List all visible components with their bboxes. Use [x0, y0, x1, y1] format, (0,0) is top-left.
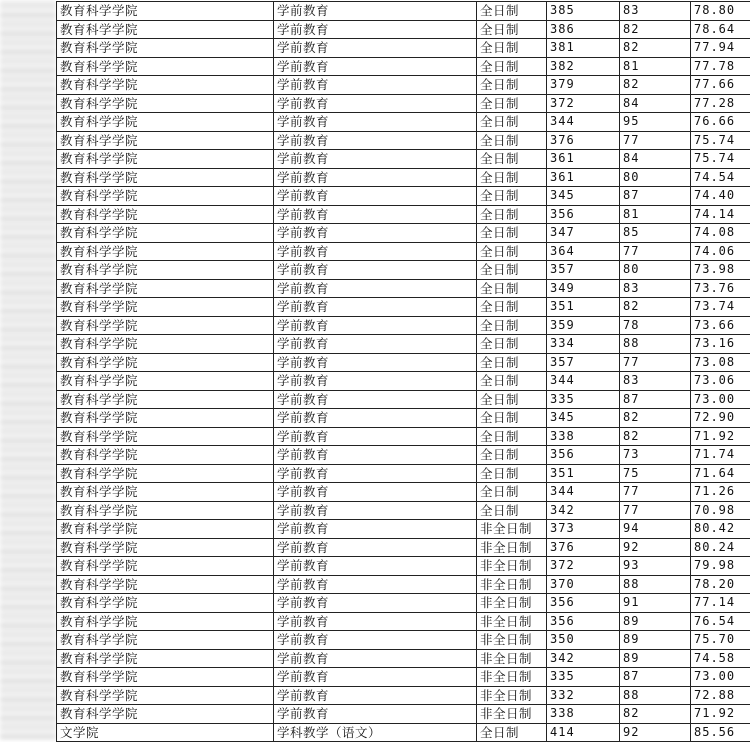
- college-cell: 教育科学学院: [57, 20, 274, 39]
- total-score-cell: 74.06: [691, 242, 750, 261]
- total-score-cell: 73.66: [691, 316, 750, 335]
- college-cell: 教育科学学院: [57, 187, 274, 206]
- interview-score-cell: 91: [620, 594, 691, 613]
- college-cell: 教育科学学院: [57, 612, 274, 631]
- study-mode-cell: 全日制: [477, 353, 547, 372]
- table-row: [57, 409, 750, 428]
- interview-score-cell: 89: [620, 612, 691, 631]
- major-cell: 学前教育: [274, 2, 477, 21]
- total-score-cell: 74.58: [691, 649, 750, 668]
- study-mode-cell: 全日制: [477, 113, 547, 132]
- total-score-cell: 80.42: [691, 520, 750, 539]
- table-row: [57, 501, 750, 520]
- written-score-cell: 342: [547, 649, 620, 668]
- table-row: [57, 390, 750, 409]
- interview-score-cell: 77: [620, 242, 691, 261]
- study-mode-cell: 全日制: [477, 131, 547, 150]
- written-score-cell: 361: [547, 150, 620, 169]
- written-score-cell: 350: [547, 631, 620, 650]
- interview-score-cell: 88: [620, 575, 691, 594]
- study-mode-cell: 非全日制: [477, 575, 547, 594]
- college-cell: 教育科学学院: [57, 335, 274, 354]
- major-cell: 学前教育: [274, 594, 477, 613]
- interview-score-cell: 89: [620, 649, 691, 668]
- written-score-cell: 342: [547, 501, 620, 520]
- total-score-cell: 71.74: [691, 446, 750, 465]
- study-mode-cell: 全日制: [477, 150, 547, 169]
- written-score-cell: 356: [547, 612, 620, 631]
- written-score-cell: 359: [547, 316, 620, 335]
- college-cell: 教育科学学院: [57, 631, 274, 650]
- total-score-cell: 75.74: [691, 131, 750, 150]
- study-mode-cell: 全日制: [477, 316, 547, 335]
- interview-score-cell: 81: [620, 205, 691, 224]
- college-cell: 教育科学学院: [57, 131, 274, 150]
- interview-score-cell: 83: [620, 372, 691, 391]
- table-row: [57, 483, 750, 502]
- college-cell: 教育科学学院: [57, 298, 274, 317]
- interview-score-cell: 93: [620, 557, 691, 576]
- major-cell: 学前教育: [274, 242, 477, 261]
- study-mode-cell: 全日制: [477, 57, 547, 76]
- written-score-cell: 338: [547, 705, 620, 724]
- study-mode-cell: 全日制: [477, 335, 547, 354]
- total-score-cell: 71.64: [691, 464, 750, 483]
- total-score-cell: 77.94: [691, 39, 750, 58]
- interview-score-cell: 77: [620, 353, 691, 372]
- study-mode-cell: 全日制: [477, 76, 547, 95]
- college-cell: 教育科学学院: [57, 427, 274, 446]
- study-mode-cell: 全日制: [477, 261, 547, 280]
- major-cell: 学前教育: [274, 20, 477, 39]
- written-score-cell: 332: [547, 686, 620, 705]
- college-cell: 教育科学学院: [57, 446, 274, 465]
- total-score-cell: 77.78: [691, 57, 750, 76]
- written-score-cell: 338: [547, 427, 620, 446]
- major-cell: 学前教育: [274, 612, 477, 631]
- total-score-cell: 73.76: [691, 279, 750, 298]
- written-score-cell: 385: [547, 2, 620, 21]
- table-row: [57, 427, 750, 446]
- interview-score-cell: 84: [620, 150, 691, 169]
- total-score-cell: 71.26: [691, 483, 750, 502]
- written-score-cell: 345: [547, 409, 620, 428]
- major-cell: 学前教育: [274, 113, 477, 132]
- total-score-cell: 72.88: [691, 686, 750, 705]
- major-cell: 学前教育: [274, 76, 477, 95]
- total-score-cell: 72.90: [691, 409, 750, 428]
- table-row: [57, 520, 750, 539]
- interview-score-cell: 82: [620, 298, 691, 317]
- college-cell: 教育科学学院: [57, 150, 274, 169]
- college-cell: 教育科学学院: [57, 501, 274, 520]
- total-score-cell: 74.54: [691, 168, 750, 187]
- total-score-cell: 73.74: [691, 298, 750, 317]
- study-mode-cell: 全日制: [477, 427, 547, 446]
- major-cell: 学前教育: [274, 224, 477, 243]
- table-row: [57, 557, 750, 576]
- major-cell: 学前教育: [274, 483, 477, 502]
- interview-score-cell: 87: [620, 187, 691, 206]
- college-cell: 教育科学学院: [57, 372, 274, 391]
- major-cell: 学前教育: [274, 279, 477, 298]
- study-mode-cell: 全日制: [477, 483, 547, 502]
- table-row: [57, 631, 750, 650]
- major-cell: 学前教育: [274, 39, 477, 58]
- written-score-cell: 344: [547, 113, 620, 132]
- study-mode-cell: 非全日制: [477, 538, 547, 557]
- college-cell: 教育科学学院: [57, 2, 274, 21]
- interview-score-cell: 87: [620, 390, 691, 409]
- study-mode-cell: 全日制: [477, 20, 547, 39]
- written-score-cell: 356: [547, 594, 620, 613]
- college-cell: 教育科学学院: [57, 594, 274, 613]
- written-score-cell: 335: [547, 390, 620, 409]
- total-score-cell: 71.92: [691, 705, 750, 724]
- major-cell: 学前教育: [274, 501, 477, 520]
- study-mode-cell: 非全日制: [477, 668, 547, 687]
- interview-score-cell: 82: [620, 409, 691, 428]
- table-row: [57, 612, 750, 631]
- total-score-cell: 73.16: [691, 335, 750, 354]
- written-score-cell: 335: [547, 668, 620, 687]
- total-score-cell: 73.06: [691, 372, 750, 391]
- college-cell: 教育科学学院: [57, 557, 274, 576]
- written-score-cell: 373: [547, 520, 620, 539]
- study-mode-cell: 全日制: [477, 187, 547, 206]
- interview-score-cell: 82: [620, 20, 691, 39]
- interview-score-cell: 81: [620, 57, 691, 76]
- college-cell: 教育科学学院: [57, 39, 274, 58]
- interview-score-cell: 75: [620, 464, 691, 483]
- college-cell: 教育科学学院: [57, 76, 274, 95]
- major-cell: 学前教育: [274, 427, 477, 446]
- table-row: [57, 723, 750, 742]
- table-row: [57, 446, 750, 465]
- written-score-cell: 370: [547, 575, 620, 594]
- major-cell: 学前教育: [274, 446, 477, 465]
- written-score-cell: 356: [547, 446, 620, 465]
- major-cell: 学前教育: [274, 131, 477, 150]
- interview-score-cell: 77: [620, 483, 691, 502]
- written-score-cell: 361: [547, 168, 620, 187]
- study-mode-cell: 全日制: [477, 2, 547, 21]
- written-score-cell: 381: [547, 39, 620, 58]
- major-cell: 学前教育: [274, 409, 477, 428]
- table-row: [57, 538, 750, 557]
- written-score-cell: 376: [547, 131, 620, 150]
- interview-score-cell: 80: [620, 168, 691, 187]
- study-mode-cell: 全日制: [477, 242, 547, 261]
- college-cell: 教育科学学院: [57, 113, 274, 132]
- total-score-cell: 70.98: [691, 501, 750, 520]
- interview-score-cell: 87: [620, 668, 691, 687]
- interview-score-cell: 88: [620, 335, 691, 354]
- college-cell: 教育科学学院: [57, 464, 274, 483]
- total-score-cell: 73.08: [691, 353, 750, 372]
- major-cell: 学前教育: [274, 464, 477, 483]
- written-score-cell: 347: [547, 224, 620, 243]
- interview-score-cell: 77: [620, 131, 691, 150]
- interview-score-cell: 85: [620, 224, 691, 243]
- table-row: [57, 76, 750, 95]
- study-mode-cell: 全日制: [477, 446, 547, 465]
- major-cell: 学前教育: [274, 668, 477, 687]
- college-cell: 教育科学学院: [57, 409, 274, 428]
- interview-score-cell: 82: [620, 39, 691, 58]
- written-score-cell: 364: [547, 242, 620, 261]
- table-row: [57, 57, 750, 76]
- written-score-cell: 334: [547, 335, 620, 354]
- college-cell: 教育科学学院: [57, 279, 274, 298]
- major-cell: 学前教育: [274, 538, 477, 557]
- total-score-cell: 73.00: [691, 668, 750, 687]
- total-score-cell: 73.98: [691, 261, 750, 280]
- written-score-cell: 414: [547, 723, 620, 742]
- written-score-cell: 357: [547, 261, 620, 280]
- interview-score-cell: 95: [620, 113, 691, 132]
- college-cell: 教育科学学院: [57, 538, 274, 557]
- study-mode-cell: 非全日制: [477, 631, 547, 650]
- study-mode-cell: 全日制: [477, 723, 547, 742]
- total-score-cell: 85.56: [691, 723, 750, 742]
- table-row: [57, 113, 750, 132]
- table-row: [57, 187, 750, 206]
- written-score-cell: 344: [547, 372, 620, 391]
- table-row: [57, 575, 750, 594]
- major-cell: 学前教育: [274, 57, 477, 76]
- major-cell: 学前教育: [274, 316, 477, 335]
- interview-score-cell: 80: [620, 261, 691, 280]
- table-row: [57, 261, 750, 280]
- total-score-cell: 76.66: [691, 113, 750, 132]
- study-mode-cell: 全日制: [477, 501, 547, 520]
- interview-score-cell: 92: [620, 723, 691, 742]
- major-cell: 学前教育: [274, 205, 477, 224]
- study-mode-cell: 全日制: [477, 94, 547, 113]
- written-score-cell: 357: [547, 353, 620, 372]
- interview-score-cell: 82: [620, 427, 691, 446]
- study-mode-cell: 非全日制: [477, 686, 547, 705]
- interview-score-cell: 88: [620, 686, 691, 705]
- total-score-cell: 77.66: [691, 76, 750, 95]
- study-mode-cell: 非全日制: [477, 612, 547, 631]
- college-cell: 教育科学学院: [57, 649, 274, 668]
- study-mode-cell: 全日制: [477, 372, 547, 391]
- table-row: [57, 316, 750, 335]
- written-score-cell: 372: [547, 557, 620, 576]
- major-cell: 学前教育: [274, 649, 477, 668]
- college-cell: 教育科学学院: [57, 668, 274, 687]
- college-cell: 教育科学学院: [57, 390, 274, 409]
- interview-score-cell: 89: [620, 631, 691, 650]
- table-row: [57, 150, 750, 169]
- major-cell: 学前教育: [274, 575, 477, 594]
- college-cell: 教育科学学院: [57, 57, 274, 76]
- study-mode-cell: 全日制: [477, 390, 547, 409]
- major-cell: 学前教育: [274, 187, 477, 206]
- table-row: [57, 705, 750, 724]
- study-mode-cell: 全日制: [477, 205, 547, 224]
- table-row: [57, 372, 750, 391]
- college-cell: 教育科学学院: [57, 261, 274, 280]
- total-score-cell: 77.14: [691, 594, 750, 613]
- college-cell: 教育科学学院: [57, 242, 274, 261]
- admission-score-table: [56, 1, 750, 742]
- major-cell: 学前教育: [274, 298, 477, 317]
- college-cell: 教育科学学院: [57, 205, 274, 224]
- table-row: [57, 224, 750, 243]
- study-mode-cell: 全日制: [477, 464, 547, 483]
- total-score-cell: 78.80: [691, 2, 750, 21]
- major-cell: 学前教育: [274, 335, 477, 354]
- table-row: [57, 205, 750, 224]
- written-score-cell: 345: [547, 187, 620, 206]
- major-cell: 学前教育: [274, 168, 477, 187]
- total-score-cell: 74.08: [691, 224, 750, 243]
- major-cell: 学前教育: [274, 261, 477, 280]
- study-mode-cell: 全日制: [477, 224, 547, 243]
- table-row: [57, 131, 750, 150]
- table-row: [57, 168, 750, 187]
- table-row: [57, 242, 750, 261]
- total-score-cell: 74.40: [691, 187, 750, 206]
- major-cell: 学前教育: [274, 520, 477, 539]
- written-score-cell: 351: [547, 298, 620, 317]
- table-row: [57, 94, 750, 113]
- major-cell: 学前教育: [274, 686, 477, 705]
- major-cell: 学前教育: [274, 372, 477, 391]
- table-row: [57, 594, 750, 613]
- table-row: [57, 649, 750, 668]
- written-score-cell: 349: [547, 279, 620, 298]
- table-row: [57, 298, 750, 317]
- written-score-cell: 382: [547, 57, 620, 76]
- interview-score-cell: 83: [620, 2, 691, 21]
- interview-score-cell: 83: [620, 279, 691, 298]
- total-score-cell: 78.64: [691, 20, 750, 39]
- table-row: [57, 686, 750, 705]
- table-row: [57, 464, 750, 483]
- total-score-cell: 80.24: [691, 538, 750, 557]
- study-mode-cell: 非全日制: [477, 649, 547, 668]
- college-cell: 教育科学学院: [57, 686, 274, 705]
- interview-score-cell: 73: [620, 446, 691, 465]
- major-cell: 学前教育: [274, 631, 477, 650]
- total-score-cell: 71.92: [691, 427, 750, 446]
- college-cell: 教育科学学院: [57, 575, 274, 594]
- study-mode-cell: 全日制: [477, 298, 547, 317]
- total-score-cell: 79.98: [691, 557, 750, 576]
- table-row: [57, 20, 750, 39]
- written-score-cell: 376: [547, 538, 620, 557]
- written-score-cell: 344: [547, 483, 620, 502]
- study-mode-cell: 非全日制: [477, 594, 547, 613]
- college-cell: 教育科学学院: [57, 94, 274, 113]
- interview-score-cell: 94: [620, 520, 691, 539]
- study-mode-cell: 非全日制: [477, 705, 547, 724]
- major-cell: 学前教育: [274, 557, 477, 576]
- college-cell: 教育科学学院: [57, 168, 274, 187]
- interview-score-cell: 78: [620, 316, 691, 335]
- study-mode-cell: 非全日制: [477, 557, 547, 576]
- written-score-cell: 372: [547, 94, 620, 113]
- table-body: [57, 2, 750, 742]
- major-cell: 学前教育: [274, 390, 477, 409]
- college-cell: 教育科学学院: [57, 224, 274, 243]
- interview-score-cell: 92: [620, 538, 691, 557]
- total-score-cell: 75.70: [691, 631, 750, 650]
- study-mode-cell: 非全日制: [477, 520, 547, 539]
- redacted-name-column: [0, 0, 56, 740]
- study-mode-cell: 全日制: [477, 39, 547, 58]
- major-cell: 学科教学（语文）: [274, 723, 477, 742]
- interview-score-cell: 84: [620, 94, 691, 113]
- written-score-cell: 356: [547, 205, 620, 224]
- written-score-cell: 379: [547, 76, 620, 95]
- total-score-cell: 73.00: [691, 390, 750, 409]
- study-mode-cell: 全日制: [477, 279, 547, 298]
- major-cell: 学前教育: [274, 705, 477, 724]
- written-score-cell: 386: [547, 20, 620, 39]
- study-mode-cell: 全日制: [477, 168, 547, 187]
- written-score-cell: 351: [547, 464, 620, 483]
- college-cell: 教育科学学院: [57, 483, 274, 502]
- total-score-cell: 77.28: [691, 94, 750, 113]
- total-score-cell: 76.54: [691, 612, 750, 631]
- total-score-cell: 75.74: [691, 150, 750, 169]
- table-row: [57, 335, 750, 354]
- major-cell: 学前教育: [274, 353, 477, 372]
- college-cell: 教育科学学院: [57, 705, 274, 724]
- college-cell: 教育科学学院: [57, 316, 274, 335]
- total-score-cell: 74.14: [691, 205, 750, 224]
- table-row: [57, 668, 750, 687]
- table-row: [57, 2, 750, 21]
- interview-score-cell: 77: [620, 501, 691, 520]
- table-row: [57, 39, 750, 58]
- study-mode-cell: 全日制: [477, 409, 547, 428]
- total-score-cell: 78.20: [691, 575, 750, 594]
- college-cell: 教育科学学院: [57, 353, 274, 372]
- major-cell: 学前教育: [274, 150, 477, 169]
- interview-score-cell: 82: [620, 705, 691, 724]
- interview-score-cell: 82: [620, 76, 691, 95]
- table-row: [57, 279, 750, 298]
- table-row: [57, 353, 750, 372]
- college-cell: 文学院: [57, 723, 274, 742]
- college-cell: 教育科学学院: [57, 520, 274, 539]
- major-cell: 学前教育: [274, 94, 477, 113]
